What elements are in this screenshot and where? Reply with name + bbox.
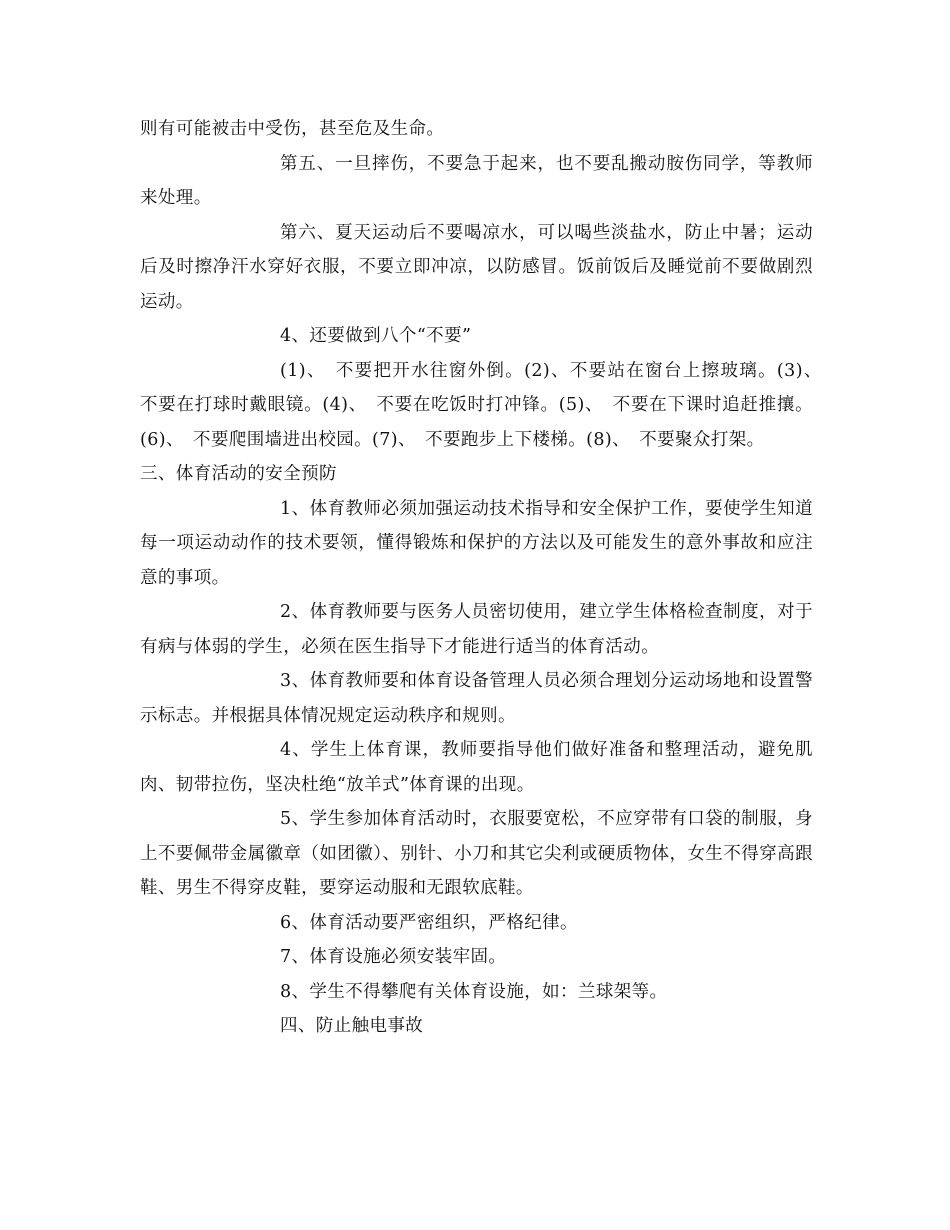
paragraph: 4、学生上体育课，教师要指导他们做好准备和整理活动，避免肌肉、韧带拉伤，坚决杜绝“放羊式”体育课的出现。	[140, 740, 813, 795]
paragraph: 8、学生不得攀爬有关体育设施，如：兰球架等。	[280, 981, 668, 1002]
paragraph: 7、体育设施必须安装牢固。	[280, 947, 507, 967]
document-body	[140, 112, 831, 1044]
paragraph: 3、体育教师要和体育设备管理人员必须合理划分运动场地和设置警示标志。并根据具体情况规定运动秩序和规则。	[140, 671, 813, 726]
section-subheading: 4、还要做到八个“不要”	[280, 326, 472, 346]
section-heading: 三、体育活动的安全预防	[140, 464, 337, 484]
paragraph: 则有可能被击中受伤，甚至危及生命。	[140, 119, 445, 139]
paragraph: (1)、 不要把开水往窗外倒。(2)、不要站在窗台上擦玻璃。(3)、 不要在打球时戴眼镜。(4)、 不要在吃饭时打冲锋。(5)、 不要在下课时追赶推攘。(6)、 不要爬围墙进出校园。(7)、 不要跑步上下楼梯。(8)、 不要聚众打架。	[140, 360, 831, 450]
paragraph: 2、体育教师要与医务人员密切使用，建立学生体格检查制度，对于有病与体弱的学生，必须在医生指导下才能进行适当的体育活动。	[140, 602, 813, 657]
paragraph: 6、体育活动要严密组织，严格纪律。	[280, 912, 578, 933]
paragraph: 第五、一旦摔伤，不要急于起来，也不要乱搬动胺伤同学，等教师来处理。	[140, 153, 813, 208]
paragraph: 第六、夏天运动后不要喝凉水，可以喝些淡盐水，防止中暑；运动后及时擦净汗水穿好衣服，不要立即冲凉，以防感冒。饭前饭后及睡觉前不要做剧烈运动。	[140, 222, 813, 312]
paragraph: 1、体育教师必须加强运动技术指导和安全保护工作，要使学生知道每一项运动动作的技术要领，懂得锻炼和保护的方法以及可能发生的意外事故和应注意的事项。	[140, 498, 813, 588]
section-heading: 四、防止触电事故	[280, 1016, 424, 1036]
paragraph: 5、学生参加体育活动时，衣服要宽松，不应穿带有口袋的制服，身上不要佩带金属徽章（如团徽）、别针、小刀和其它尖利或硬质物体，女生不得穿高跟鞋、男生不得穿皮鞋，要穿运动服和无跟软底鞋。	[140, 809, 813, 898]
